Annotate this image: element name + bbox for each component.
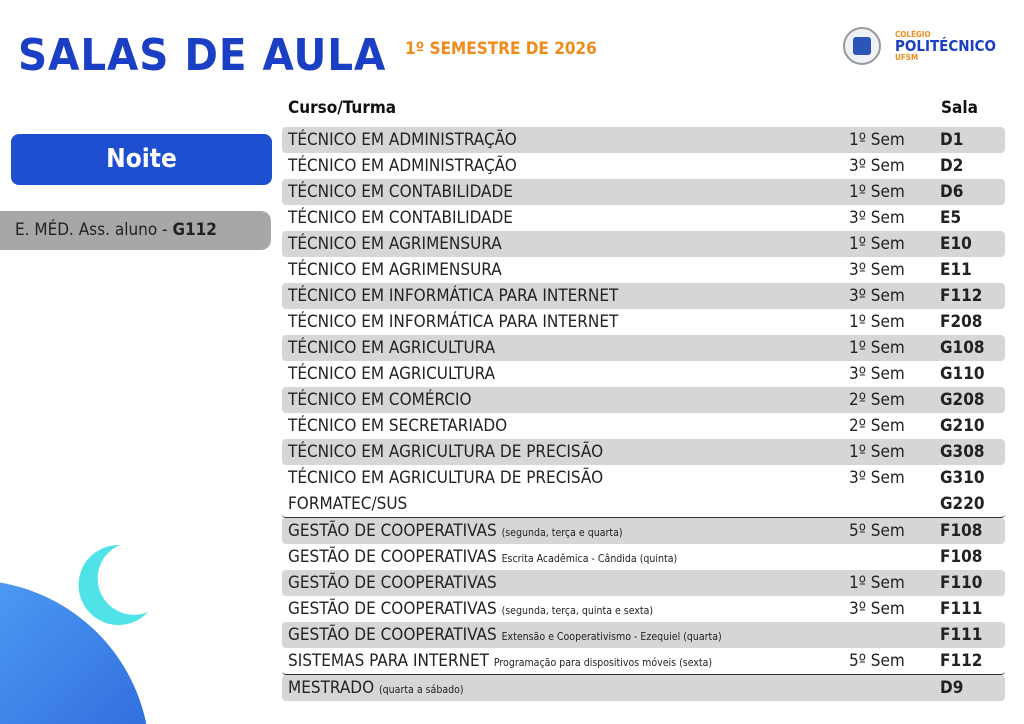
table-row (282, 413, 1005, 439)
room-cell: F208 (940, 312, 983, 332)
rooms-table (282, 127, 1005, 701)
table-row (282, 361, 1005, 387)
course-title: TÉCNICO EM INFORMÁTICA PARA INTERNET (288, 286, 619, 306)
course-title: TÉCNICO EM ADMINISTRAÇÃO (288, 130, 517, 150)
logo-bottom-text: UFSM (895, 52, 919, 62)
semester-cell: 1º Sem (849, 130, 905, 150)
course-detail: Extensão e Cooperativismo - Ezequiel (quarta) (501, 631, 722, 643)
course-detail: (segunda, terça e quarta) (501, 527, 623, 539)
course-title: GESTÃO DE COOPERATIVAS (288, 547, 497, 567)
semester-cell: 1º Sem (849, 312, 905, 332)
room-cell: E5 (940, 208, 962, 228)
course-title: TÉCNICO EM SECRETARIADO (288, 416, 508, 436)
course-title: TÉCNICO EM AGRICULTURA DE PRECISÃO (288, 468, 604, 488)
course-name (288, 335, 495, 361)
course-title: TÉCNICO EM COMÉRCIO (288, 390, 472, 410)
course-detail: Programação para dispositivos móveis (sexta) (493, 657, 713, 669)
table-row (282, 491, 1005, 518)
ufsm-seal-icon (843, 27, 881, 65)
course-title: TÉCNICO EM INFORMÁTICA PARA INTERNET (288, 312, 619, 332)
column-header-room: Sala (941, 98, 978, 118)
crescent-moon-icon (79, 545, 148, 625)
course-title: GESTÃO DE COOPERATIVAS (288, 573, 497, 593)
course-name (288, 648, 712, 676)
logo-main-text: POLITÉCNICO (895, 36, 996, 55)
room-cell: F108 (940, 547, 983, 567)
course-name (288, 309, 618, 335)
school-logo (843, 27, 996, 65)
course-name (288, 622, 722, 650)
table-row (282, 570, 1005, 596)
course-name (288, 205, 513, 231)
room-cell: F112 (940, 651, 983, 671)
table-row (282, 179, 1005, 205)
semester-cell: 3º Sem (849, 364, 905, 384)
room-cell: E10 (940, 234, 972, 254)
semester-cell: 1º Sem (849, 442, 905, 462)
course-title: MESTRADO (288, 678, 375, 698)
room-cell: F112 (940, 286, 983, 306)
course-name (288, 544, 677, 572)
table-row (282, 283, 1005, 309)
semester-cell: 1º Sem (849, 182, 905, 202)
course-name (288, 153, 517, 179)
course-name (288, 465, 603, 491)
course-name (288, 231, 502, 257)
note-text: E. MÉD. Ass. aluno - (15, 220, 173, 240)
table-row (282, 518, 1005, 544)
table-row (282, 205, 1005, 231)
room-cell: F111 (940, 625, 983, 645)
course-title: TÉCNICO EM ADMINISTRAÇÃO (288, 156, 517, 176)
course-detail: (segunda, terça, quinta e sexta) (501, 605, 654, 617)
semester-cell: 3º Sem (849, 286, 905, 306)
room-cell: G110 (940, 364, 985, 384)
table-row (282, 335, 1005, 361)
note-room: G112 (172, 220, 217, 240)
room-cell: D6 (940, 182, 964, 202)
table-row (282, 622, 1005, 648)
course-title: TÉCNICO EM AGRICULTURA DE PRECISÃO (288, 442, 604, 462)
table-row (282, 231, 1005, 257)
semester-cell: 5º Sem (849, 651, 905, 671)
room-cell: F110 (940, 573, 983, 593)
semester-label: 1º SEMESTRE DE 2026 (405, 39, 597, 59)
page-title: SALAS DE AULA (18, 30, 387, 81)
room-cell: G210 (940, 416, 985, 436)
course-name (288, 675, 464, 703)
course-title: TÉCNICO EM AGRICULTURA (288, 338, 496, 358)
semester-cell: 3º Sem (849, 208, 905, 228)
course-title: SISTEMAS PARA INTERNET (288, 651, 490, 671)
course-title: TÉCNICO EM AGRIMENSURA (288, 260, 502, 280)
course-title: GESTÃO DE COOPERATIVAS (288, 521, 497, 541)
semester-cell: 3º Sem (849, 599, 905, 619)
room-cell: E11 (940, 260, 972, 280)
course-title: TÉCNICO EM AGRIMENSURA (288, 234, 502, 254)
course-name (288, 127, 517, 153)
semester-cell: 1º Sem (849, 573, 905, 593)
course-name (288, 413, 507, 439)
course-name (288, 283, 618, 309)
course-name (288, 570, 497, 596)
semester-cell: 3º Sem (849, 156, 905, 176)
table-row (282, 439, 1005, 465)
room-cell: D9 (940, 678, 964, 698)
course-name (288, 257, 502, 283)
room-cell: G108 (940, 338, 985, 358)
course-detail: Escrita Acadêmica - Cândida (quinta) (501, 553, 678, 565)
semester-cell: 2º Sem (849, 416, 905, 436)
column-header-course: Curso/Turma (288, 98, 397, 118)
table-row (282, 387, 1005, 413)
course-name (288, 518, 623, 546)
room-cell: F108 (940, 521, 983, 541)
course-title: TÉCNICO EM CONTABILIDADE (288, 182, 513, 202)
table-row (282, 465, 1005, 491)
semester-cell: 2º Sem (849, 390, 905, 410)
table-row (282, 675, 1005, 701)
semester-cell: 3º Sem (849, 468, 905, 488)
room-cell: D2 (940, 156, 964, 176)
semester-cell: 1º Sem (849, 234, 905, 254)
shift-badge: Noite (11, 134, 272, 185)
course-title: TÉCNICO EM CONTABILIDADE (288, 208, 513, 228)
course-name (288, 387, 472, 413)
course-title: FORMATEC/SUS (288, 494, 408, 514)
semester-cell: 3º Sem (849, 260, 905, 280)
table-row (282, 309, 1005, 335)
room-cell: G208 (940, 390, 985, 410)
room-cell: D1 (940, 130, 964, 150)
table-row (282, 596, 1005, 622)
table-row (282, 127, 1005, 153)
course-title: GESTÃO DE COOPERATIVAS (288, 625, 497, 645)
course-name (288, 439, 603, 465)
course-name (288, 361, 495, 387)
table-row (282, 648, 1005, 675)
room-cell: G308 (940, 442, 985, 462)
logo-top-text: COLÉGIO (895, 29, 931, 39)
room-cell: G220 (940, 494, 985, 514)
table-row (282, 257, 1005, 283)
course-title: GESTÃO DE COOPERATIVAS (288, 599, 497, 619)
planet-shape (0, 580, 150, 724)
course-title: TÉCNICO EM AGRICULTURA (288, 364, 496, 384)
room-cell: G310 (940, 468, 985, 488)
table-row (282, 153, 1005, 179)
room-cell: F111 (940, 599, 983, 619)
table-row (282, 544, 1005, 570)
note-badge (0, 211, 271, 250)
course-detail: (quarta a sábado) (378, 684, 464, 696)
course-name (288, 491, 407, 517)
course-name (288, 179, 513, 205)
semester-cell: 1º Sem (849, 338, 905, 358)
semester-cell: 5º Sem (849, 521, 905, 541)
course-name (288, 596, 653, 624)
